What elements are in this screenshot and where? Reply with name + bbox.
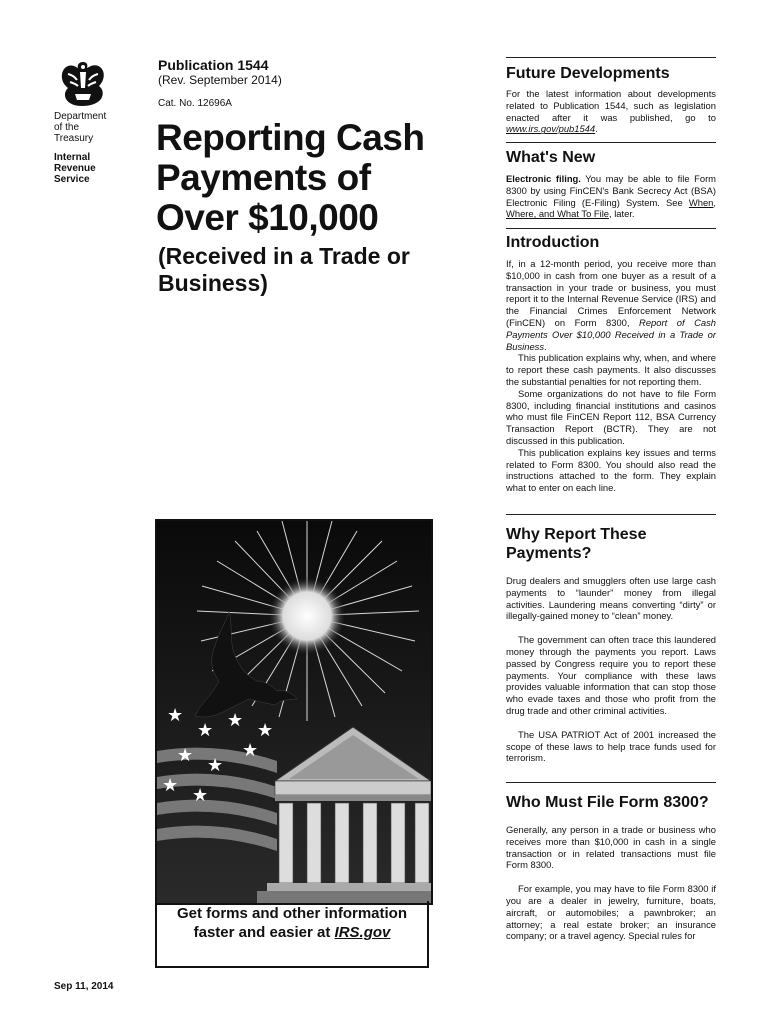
section-heading: Introduction <box>506 234 600 251</box>
paragraph: For the latest information about developments related to Publication 1544, such as legislation enacted after it was published, go to www.irs.gov/pub1544. <box>506 88 716 135</box>
paragraph: The USA PATRIOT Act of 2001 increased the scope of these laws to help trace funds used for terrorism. <box>506 728 716 764</box>
paragraph: Drug dealers and smugglers often use large cash payments to “launder” money from illegal activities. Laundering means converting “dirty” or illegally-gained money to “clean” money. <box>506 575 716 622</box>
svg-text:★: ★ <box>197 720 214 741</box>
paragraph: This publication explains why, when, and where to report these cash payments. It also discusses the substantial penalties for not reporting them. <box>506 352 716 387</box>
svg-text:★: ★ <box>207 755 224 776</box>
divider <box>506 142 716 143</box>
section-heading: Why Report These Payments? <box>506 526 647 562</box>
page-subtitle: (Received in a Trade or Business) <box>158 243 410 296</box>
divider <box>506 514 716 515</box>
svg-text:★: ★ <box>227 710 244 731</box>
paragraph: The government can often trace this laundered money through the payments you report. Laws passed by Congress require you to report these payments. Your compliance with these laws provides valuable information that can stop those who evade taxes and those who profit from the drug trade and other criminal activities. <box>506 634 716 716</box>
cover-illustration <box>155 519 433 905</box>
paragraph: Generally, any person in a trade or business who receives more than $10,000 in cash in a single transaction or in related transactions must file Form 8300. <box>506 824 716 871</box>
svg-text:★: ★ <box>162 775 179 796</box>
divider <box>506 782 716 783</box>
revision-timestamp: Sep 11, 2014 <box>54 981 114 992</box>
fireworks-eagle-capitol-image <box>157 521 431 903</box>
section-who-must-file <box>506 793 716 942</box>
paragraph: If, in a 12-month period, you receive more than $10,000 in cash from one buyer as a result of a transaction in your trade or business, you must report it to the Internal Revenue Service (IRS) and the Financial Crimes Enforcement Network (FinCEN) on Form 8300, Report of Cash Payments Over $10,000 Received in a Trade or Business. <box>506 258 716 352</box>
paragraph: Electronic filing. You may be able to file Form 8300 by using FinCEN's Bank Secrecy Act (BSA) Electronic Filing (E-Filing) System. See When, Where, and What To File, later. <box>506 173 716 220</box>
section-introduction <box>506 233 716 494</box>
svg-text:★: ★ <box>167 705 184 726</box>
divider <box>506 57 716 58</box>
irs-label: Internal Revenue Service <box>54 152 96 185</box>
section-why-report <box>506 525 716 764</box>
paragraph: For example, you may have to file Form 8300 if you are a dealer in jewelry, furniture, boats, aircraft, or automobiles; a pawnbroker; an attorney; a real estate broker; an insurance company; or a travel agency. Special rules for <box>506 883 716 942</box>
svg-text:★: ★ <box>242 740 259 761</box>
irs-eagle-logo <box>58 58 108 110</box>
section-future-developments <box>506 64 716 135</box>
pub1544-link[interactable]: www.irs.gov/pub1544 <box>506 123 596 135</box>
svg-text:★: ★ <box>192 785 209 806</box>
paragraph: Some organizations do not have to file Form 8300, including financial institutions and casinos who must file FinCEN Report 112, BSA Currency Transaction Report (BCTR). They are not discussed in this publication. <box>506 387 716 446</box>
section-heading: Who Must File Form 8300? <box>506 794 709 811</box>
svg-text:★: ★ <box>257 720 274 741</box>
when-where-link[interactable]: When, Where, and What To File <box>506 196 716 220</box>
paragraph: This publication explains key issues and terms related to Form 8300. You should also read the instructions attached to the form. They explain what to enter on each line. <box>506 446 716 494</box>
catalog-number: Cat. No. 12696A <box>158 98 232 109</box>
cover-caption: Get forms and other information faster and easier at IRS.gov <box>155 901 429 968</box>
section-heading: What's New <box>506 149 596 166</box>
department-label: Department of the Treasury <box>54 111 107 144</box>
svg-text:★: ★ <box>177 745 194 766</box>
section-heading: Future Developments <box>506 65 670 82</box>
section-whats-new <box>506 148 716 220</box>
publication-number: Publication 1544 <box>158 57 269 73</box>
page-title: Reporting Cash Payments of Over $10,000 <box>156 117 425 238</box>
irs-gov-link[interactable]: IRS.gov <box>334 924 391 941</box>
divider <box>506 228 716 229</box>
revision-date: (Rev. September 2014) <box>158 73 282 87</box>
